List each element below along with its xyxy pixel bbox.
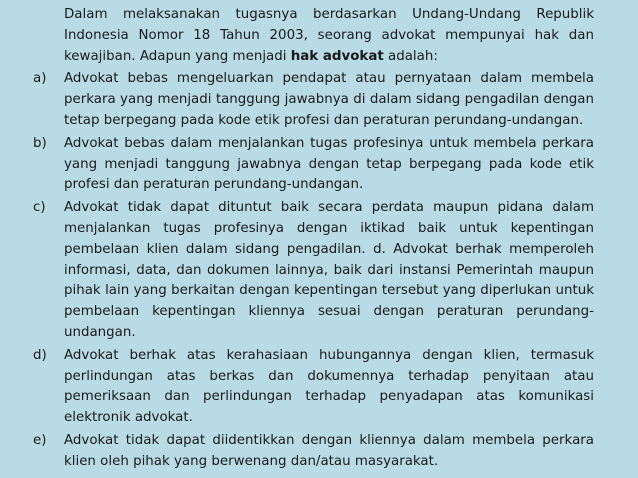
list-item	[33, 198, 594, 344]
list-item	[33, 134, 594, 196]
list-item	[33, 431, 594, 473]
intro-text-end: adalah:	[383, 48, 438, 64]
intro-bold-term: hak advokat	[290, 48, 384, 64]
list-marker: b)	[33, 135, 47, 151]
list-marker: e)	[33, 432, 47, 448]
list-marker: d)	[33, 347, 47, 363]
list-item	[33, 69, 594, 131]
intro-text: Dalam melaksanakan tugasnya berdasarkan Undang-Undang Republik Indonesia Nomor 18 Tahun 2003, seorang advokat mempunyai hak dan kewajiban. Adapun yang menjadi	[64, 7, 594, 64]
list-marker: a)	[33, 71, 47, 87]
list-item-text: Advokat berhak atas kerahasiaan hubungannya dengan klien, termasuk perlindungan atas berkas dan dokumennya terhadap penyitaan atau pemeriksaan dan perlindungan terhadap penyadapan atas komunikasi elektronik advokat.	[64, 347, 594, 426]
list-item-text: Advokat tidak dapat dituntut baik secara perdata maupun pidana dalam menjalankan tugas profesinya dengan iktikad baik untuk kepentingan pembelaan klien dalam sidang pengadilan. d. Advokat berhak memperoleh informasi, data, dan dokumen lainnya, baik dari instansi Pemerintah maupun pihak lain yang berkaitan dengan kepentingan tersebut yang diperlukan untuk pembelaan kepentingan kliennya sesuai dengan peraturan perundang-undangan.	[64, 200, 594, 340]
rights-list	[33, 69, 594, 472]
intro-paragraph	[64, 5, 594, 67]
list-item-text: Advokat tidak dapat diidentikkan dengan kliennya dalam membela perkara klien oleh pihak yang berwenang dan/atau masyarakat.	[64, 432, 594, 469]
list-marker: c)	[33, 200, 46, 216]
list-item-text: Advokat bebas dalam menjalankan tugas profesinya untuk membela perkara yang menjadi tanggung jawabnya dengan tetap berpegang pada kode etik profesi dan peraturan perundang-undangan.	[64, 135, 594, 193]
list-item-text: Advokat bebas mengeluarkan pendapat atau pernyataan dalam membela perkara yang menjadi tanggung jawabnya di dalam sidang pengadilan dengan tetap berpegang pada kode etik profesi dan peraturan perundang-undangan.	[64, 71, 594, 128]
list-item	[33, 346, 594, 429]
